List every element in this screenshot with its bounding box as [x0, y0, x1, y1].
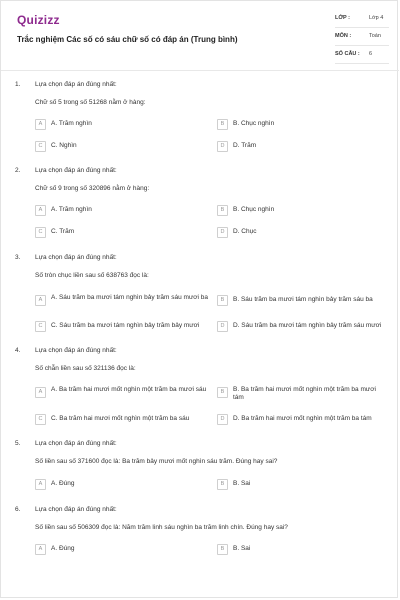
- option-letter-box: B: [217, 205, 228, 216]
- question-number: 2.: [15, 167, 21, 174]
- option-text: B. Sai: [233, 545, 251, 552]
- option-text: B. Ba trăm hai mươi mốt nghìn một trăm ba mươi tám: [233, 386, 376, 401]
- question-prompt: Lựa chọn đáp án đúng nhất:: [35, 506, 117, 513]
- question-text: Chữ số 5 trong số 51268 nằm ở hàng:: [35, 99, 146, 106]
- quizizz-logo: Quizizz: [17, 13, 60, 27]
- option-c[interactable]: [35, 141, 210, 155]
- option-c[interactable]: [35, 321, 210, 335]
- option-letter-box: C: [35, 414, 46, 425]
- question-number: 5.: [15, 440, 21, 447]
- meta-row-subject: [335, 29, 389, 46]
- option-letter-box: A: [35, 479, 46, 490]
- option-letter-box: B: [217, 544, 228, 555]
- option-a[interactable]: [35, 544, 210, 558]
- option-text: C. Ba trăm hai mươi mốt nghìn một trăm ba sáu: [51, 415, 190, 422]
- option-letter-box: D: [217, 141, 228, 152]
- option-c[interactable]: [35, 414, 210, 428]
- worksheet-header: [1, 1, 399, 69]
- option-letter-box: B: [217, 295, 228, 306]
- option-c[interactable]: [35, 227, 210, 241]
- option-letter-box: D: [217, 321, 228, 332]
- option-letter-box: A: [35, 205, 46, 216]
- option-text: B. Sai: [233, 480, 251, 487]
- option-letter-box: B: [217, 119, 228, 130]
- question-text: Chữ số 9 trong số 320896 nằm ở hàng:: [35, 185, 150, 192]
- meta-label: MÔN :: [335, 33, 352, 39]
- option-text: C. Sáu trăm ba mươi tám nghìn bảy trăm bảy mươi: [51, 322, 200, 329]
- option-a[interactable]: [35, 205, 210, 219]
- option-text: A. Đúng: [51, 480, 75, 487]
- question-number: 6.: [15, 506, 21, 513]
- option-b[interactable]: [217, 544, 387, 558]
- question-number: 4.: [15, 347, 21, 354]
- question-text: Số liền sau số 371600 đọc là: Ba trăm bảy mươi mốt nghìn sáu trăm. Đúng hay sai?: [35, 458, 278, 465]
- meta-label: SỐ CÂU :: [335, 51, 360, 57]
- option-text: B. Chục nghìn: [233, 120, 275, 127]
- question-text: Số liền sau số 506309 đọc là: Năm trăm linh sáu nghìn ba trăm linh chín. Đúng hay sai?: [35, 524, 288, 531]
- option-b[interactable]: [217, 479, 387, 493]
- option-letter-box: C: [35, 227, 46, 238]
- question-text: Số chẵn liền sau số 321136 đọc là:: [35, 365, 136, 372]
- option-b[interactable]: [217, 385, 387, 403]
- option-letter-box: A: [35, 295, 46, 306]
- option-letter-box: D: [217, 227, 228, 238]
- option-text: D. Trăm: [233, 142, 257, 149]
- question-prompt: Lựa chọn đáp án đúng nhất:: [35, 347, 117, 354]
- option-d[interactable]: [217, 414, 387, 428]
- option-letter-box: A: [35, 119, 46, 130]
- option-d[interactable]: [217, 227, 387, 241]
- option-text: A. Sáu trăm ba mươi tám nghìn bảy trăm sáu mươi ba: [51, 294, 209, 301]
- meta-row-count: [335, 47, 389, 64]
- option-text: D. Ba trăm hai mươi mốt nghìn một trăm ba tám: [233, 415, 372, 422]
- option-text: D. Chục: [233, 228, 257, 235]
- option-a[interactable]: [35, 293, 210, 311]
- option-text: B. Sáu trăm ba mươi tám nghìn bảy trăm sáu ba: [233, 296, 373, 303]
- option-b[interactable]: [217, 119, 387, 133]
- option-text: A. Ba trăm hai mươi mốt nghìn một trăm ba mươi sáu: [51, 386, 207, 393]
- question-prompt: Lựa chọn đáp án đúng nhất:: [35, 254, 117, 261]
- option-d[interactable]: [217, 321, 387, 335]
- option-letter-box: B: [217, 479, 228, 490]
- option-text: C. Trăm: [51, 228, 75, 235]
- option-b[interactable]: [217, 205, 387, 219]
- option-a[interactable]: [35, 119, 210, 133]
- question-number: 3.: [15, 254, 21, 261]
- option-text: D. Sáu trăm ba mươi tám nghìn bảy trăm sáu mươi: [233, 322, 382, 329]
- option-a[interactable]: [35, 479, 210, 493]
- meta-label: LỚP :: [335, 15, 350, 21]
- question-text: Số tròn chục liền sau số 638763 đọc là:: [35, 272, 149, 279]
- option-d[interactable]: [217, 141, 387, 155]
- option-text: C. Nghìn: [51, 142, 77, 149]
- option-letter-box: D: [217, 414, 228, 425]
- meta-value: Lớp 4: [369, 15, 384, 21]
- option-a[interactable]: [35, 385, 210, 403]
- page-title: Trắc nghiệm Các số có sáu chữ số có đáp án (Trung bình): [17, 35, 238, 44]
- meta-value: 6: [369, 51, 373, 57]
- option-text: A. Trăm nghìn: [51, 206, 92, 213]
- option-letter-box: B: [217, 387, 228, 398]
- option-letter-box: A: [35, 544, 46, 555]
- question-prompt: Lựa chọn đáp án đúng nhất:: [35, 167, 117, 174]
- option-text: B. Chục nghìn: [233, 206, 275, 213]
- option-b[interactable]: [217, 295, 387, 309]
- header-divider: [1, 70, 399, 71]
- question-prompt: Lựa chọn đáp án đúng nhất:: [35, 440, 117, 447]
- question-number: 1.: [15, 81, 21, 88]
- question-prompt: Lựa chọn đáp án đúng nhất:: [35, 81, 117, 88]
- option-text: A. Trăm nghìn: [51, 120, 92, 127]
- option-letter-box: C: [35, 141, 46, 152]
- option-letter-box: A: [35, 387, 46, 398]
- option-text: A. Đúng: [51, 545, 75, 552]
- meta-row-grade: [335, 11, 389, 28]
- option-letter-box: C: [35, 321, 46, 332]
- meta-value: Toán: [369, 33, 381, 39]
